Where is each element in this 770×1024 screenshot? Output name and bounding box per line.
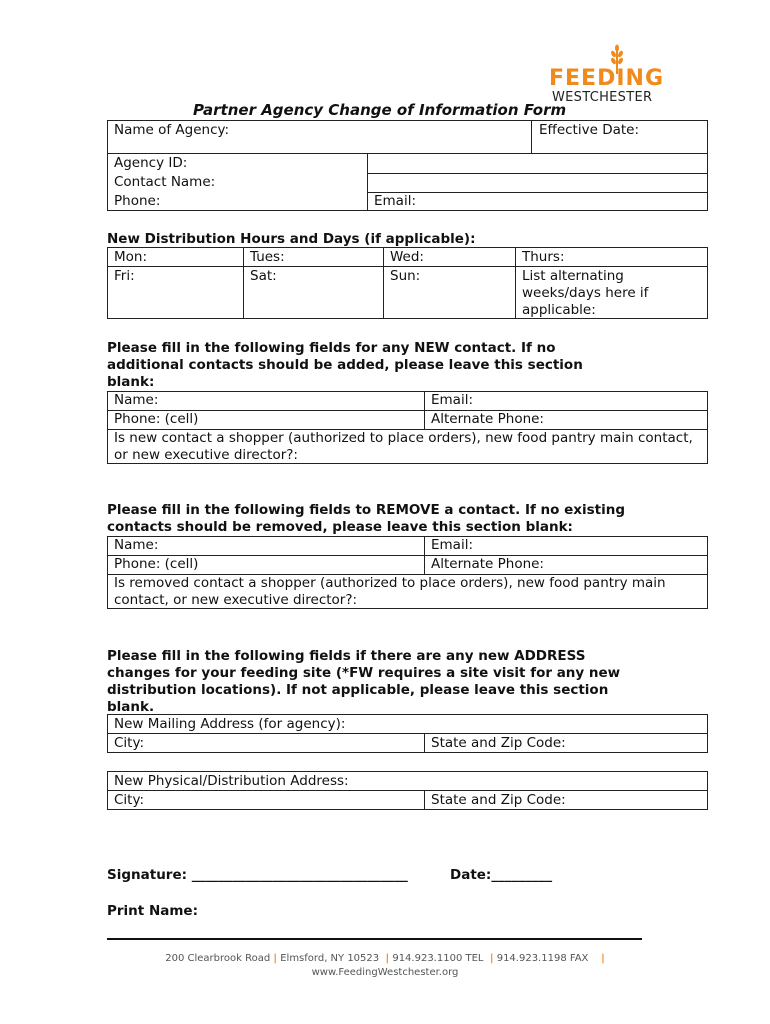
footer-separator: |: [385, 953, 390, 964]
footer-separator: |: [601, 953, 605, 964]
mailing-city-field[interactable]: City:: [114, 735, 145, 751]
remove-contact-email-field[interactable]: Email:: [431, 537, 474, 553]
fri-field[interactable]: Fri:: [114, 268, 135, 284]
footer-contact-line: [0, 953, 770, 964]
new-contact-heading: Please fill in the following fields for any NEW contact. If no additional contacts should be added, please leave this section blank:: [107, 340, 583, 390]
contact-name-field[interactable]: Contact Name:: [114, 174, 216, 190]
new-contact-role-field[interactable]: Is new contact a shopper (authorized to place orders), new food pantry main contact, or new executive director?:: [114, 430, 693, 463]
hours-heading: New Distribution Hours and Days (if applicable):: [107, 231, 476, 247]
date-field[interactable]: Date:_________: [450, 867, 553, 883]
sat-field[interactable]: Sat:: [250, 268, 277, 284]
physical-state-zip-field[interactable]: State and Zip Code:: [431, 792, 566, 808]
new-contact-phone-field[interactable]: Phone: (cell): [114, 411, 199, 427]
signature-field[interactable]: Signature: ________________________________: [107, 867, 408, 883]
feeding-westchester-logo: [549, 44, 669, 104]
footer-separator: |: [489, 953, 494, 964]
remove-contact-name-field[interactable]: Name:: [114, 537, 159, 553]
mailing-state-zip-field[interactable]: State and Zip Code:: [431, 735, 566, 751]
remove-contact-alt-phone-field[interactable]: Alternate Phone:: [431, 556, 544, 572]
form-title: Partner Agency Change of Information Form: [193, 101, 567, 119]
logo-westchester-text: WESTCHESTER: [552, 90, 653, 105]
agency-id-field[interactable]: Agency ID:: [114, 155, 188, 171]
mon-field[interactable]: Mon:: [114, 249, 148, 265]
address-heading: Please fill in the following fields if there are any new ADDRESS changes for your feeding site (*FW requires a site visit for any new distribution locations). If not applicable, please leave this section blank.: [107, 648, 621, 715]
physical-address-field[interactable]: New Physical/Distribution Address:: [114, 773, 349, 789]
new-contact-alt-phone-field[interactable]: Alternate Phone:: [431, 411, 544, 427]
footer-city: Elmsford, NY 10523: [280, 953, 380, 964]
mailing-address-field[interactable]: New Mailing Address (for agency):: [114, 716, 346, 732]
email-field[interactable]: Email:: [374, 193, 417, 209]
new-contact-name-field[interactable]: Name:: [114, 392, 159, 408]
thurs-field[interactable]: Thurs:: [522, 249, 565, 265]
footer-tel: 914.923.1100 TEL: [392, 953, 484, 964]
footer-address: 200 Clearbrook Road: [165, 953, 271, 964]
logo-feeding-text: FEEDING: [549, 66, 665, 91]
footer-divider: [107, 938, 642, 940]
physical-city-field[interactable]: City:: [114, 792, 145, 808]
new-contact-email-field[interactable]: Email:: [431, 392, 474, 408]
agency-name-field[interactable]: Name of Agency:: [114, 122, 230, 138]
footer-fax: 914.923.1198 FAX: [496, 953, 589, 964]
remove-contact-phone-field[interactable]: Phone: (cell): [114, 556, 199, 572]
remove-contact-role-field[interactable]: Is removed contact a shopper (authorized to place orders), new food pantry main contact, or new executive director?:: [114, 575, 666, 608]
print-name-field[interactable]: Print Name:: [107, 903, 198, 919]
footer-separator: |: [273, 953, 278, 964]
sun-field[interactable]: Sun:: [390, 268, 421, 284]
remove-contact-heading: Please fill in the following fields to REMOVE a contact. If no existing contacts should be removed, please leave this section blank:: [107, 502, 626, 535]
footer-website[interactable]: www.FeedingWestchester.org: [311, 967, 459, 978]
wed-field[interactable]: Wed:: [390, 249, 424, 265]
phone-field[interactable]: Phone:: [114, 193, 161, 209]
tues-field[interactable]: Tues:: [250, 249, 285, 265]
effective-date-field[interactable]: Effective Date:: [539, 122, 640, 138]
alternating-weeks-field[interactable]: List alternating weeks/days here if applicable:: [522, 268, 649, 318]
